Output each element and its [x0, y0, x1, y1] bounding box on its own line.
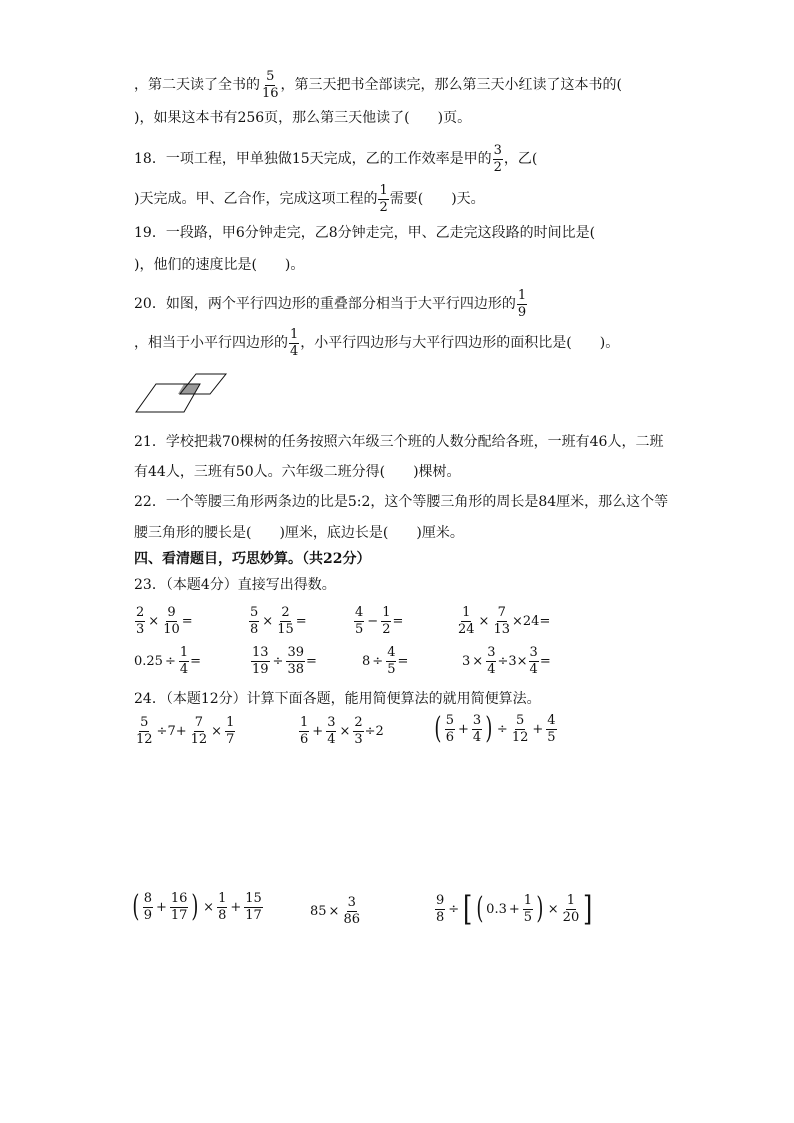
q20-text-a: 20．如图，两个平行四边形的重叠部分相当于大平行四边形的	[134, 296, 516, 313]
q18-fraction-1: $\frac{3}{2}$	[493, 143, 502, 175]
q20-text-b: ，相当于小平行四边形的	[134, 335, 288, 352]
section-4-heading: 四、看清题目，巧思妙算。（共22分）	[134, 551, 371, 567]
q23-expr-6: $\frac{13}{19}$ ÷ $\frac{39}{38}$ =	[252, 645, 317, 677]
q24-expr-3: ( $\frac{5}{6}$ + $\frac{3}{4}$ ) ÷ $\frac{5}{12}$ + $\frac{4}{5}$	[434, 711, 556, 747]
q19-line2: )，他们的速度比是( )。	[134, 257, 305, 273]
parallelogram-figure	[134, 370, 234, 416]
q23-expr-4: $\frac{1}{24}$ × $\frac{7}{13}$ ×24 =	[458, 605, 551, 637]
q23-expr-8: 3 × $\frac{3}{4}$ ÷3× $\frac{3}{4}$ =	[462, 645, 551, 677]
q20-text-c: ，小平行四边形与大平行四边形的面积比是( )。	[300, 335, 620, 352]
q22-line1: 22．一个等腰三角形两条边的比是5:2，这个等腰三角形的周长是84厘米，那么这个等	[134, 494, 669, 510]
q20-line2	[134, 328, 619, 358]
q21-line2: 有44人，三班有50人。六年级二班分得( )棵树。	[134, 464, 461, 480]
q20-line1	[134, 289, 528, 319]
q20-fraction-2: $\frac{1}{4}$	[290, 327, 299, 359]
q19-line1: 19．一段路，甲6分钟走完，乙8分钟走完，甲、乙走完这段路的时间比是(	[134, 225, 596, 241]
q24-title: 24．（本题12分）计算下面各题，能用简便算法的就用简便算法。	[134, 691, 541, 707]
q23-expr-5: 0.25 ÷ $\frac{1}{4}$ =	[134, 645, 202, 677]
q17-text-b: ，第三天把书全部读完，那么第三天小红读了这本书的(	[280, 77, 623, 94]
q18-text-d: 需要( )天。	[389, 191, 485, 208]
q17-text-a: ，第二天读了全书的	[134, 77, 260, 94]
q23-expr-7: 8 ÷ $\frac{4}{5}$ =	[362, 645, 409, 677]
q20-fraction-1: $\frac{1}{9}$	[517, 288, 527, 320]
q24-expr-1: $\frac{5}{12}$ ÷7+ $\frac{7}{12}$ × $\frac{1}{7}$	[136, 715, 235, 747]
q18-line1	[134, 144, 537, 174]
q24-expr-5: 85 × $\frac{3}{86}$	[310, 895, 360, 927]
q18-fraction-2: $\frac{1}{2}$	[379, 183, 388, 215]
q18-line2	[134, 184, 485, 214]
q17-fraction: $\frac{5}{16}$	[262, 69, 279, 101]
q21-line1: 21．学校把栽70棵树的任务按照六年级三个班的人数分配给各班，一班有46人，二班	[134, 434, 664, 450]
q23-title: 23．（本题4分）直接写出得数。	[134, 577, 336, 593]
q24-expr-6: $\frac{9}{8}$ ÷ [ ( 0.3 + $\frac{1}{5}$ ) × $\frac{1}{20}$ ]	[436, 889, 593, 929]
q23-expr-2: $\frac{5}{8}$ × $\frac{2}{15}$ =	[250, 605, 307, 637]
q23-expr-3: $\frac{4}{5}$ − $\frac{1}{2}$ =	[355, 605, 404, 637]
q18-text-a: 18．一项工程，甲单独做15天完成，乙的工作效率是甲的	[134, 151, 492, 168]
q24-expr-4: ( $\frac{8}{9}$ + $\frac{16}{17}$ ) × $\frac{1}{8}$ + $\frac{15}{17}$	[132, 889, 262, 925]
q22-line2: 腰三角形的腰长是( )厘米，底边长是( )厘米。	[134, 525, 464, 541]
q17-line2: )，如果这本书有256页，那么第三天他读了( )页。	[134, 110, 472, 126]
q18-text-b: ，乙(	[503, 151, 538, 168]
q17-line1	[134, 70, 622, 100]
q23-expr-1: $\frac{2}{3}$ × $\frac{9}{10}$ =	[136, 605, 193, 637]
q24-expr-2: $\frac{1}{6}$ + $\frac{3}{4}$ × $\frac{2}{3}$ ÷2	[300, 715, 384, 747]
q18-text-c: )天完成。甲、乙合作，完成这项工程的	[134, 191, 378, 208]
